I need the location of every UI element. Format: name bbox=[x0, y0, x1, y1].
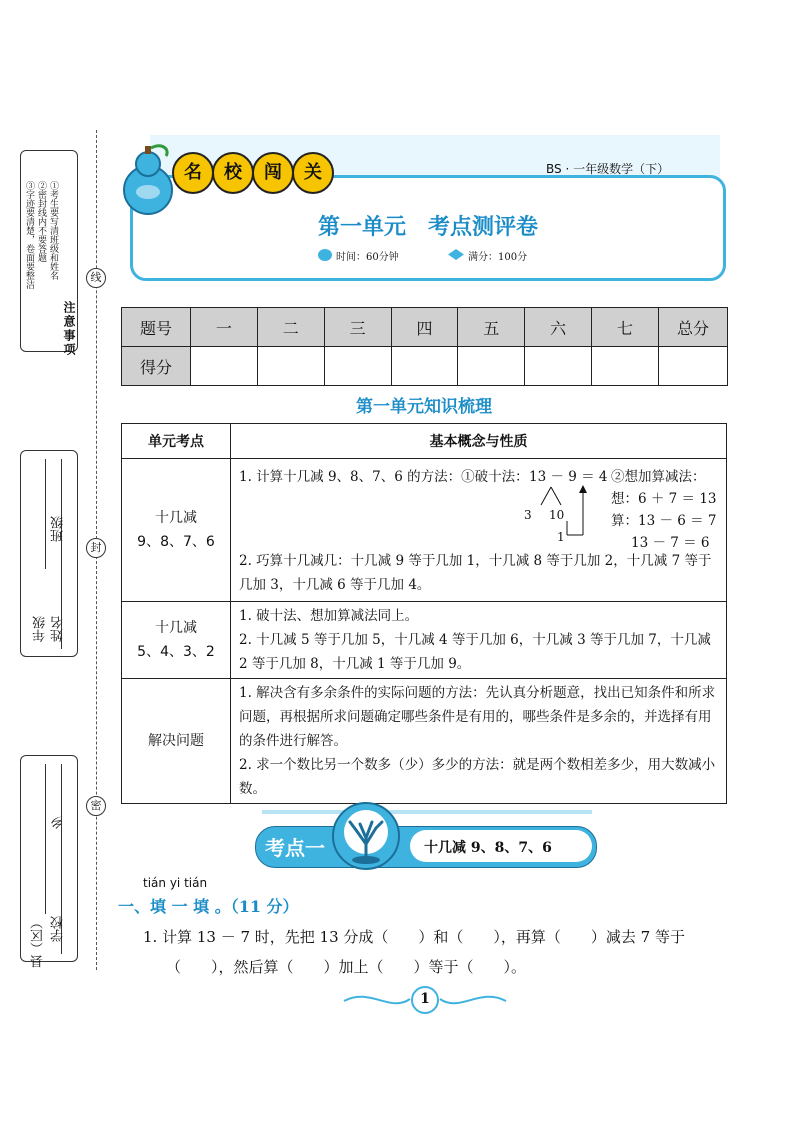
knowledge-col2-header: 基本概念与性质 bbox=[231, 424, 727, 459]
score-cell[interactable] bbox=[458, 347, 525, 386]
row1-calc: 算：13 － 6 ＝ 7 bbox=[611, 513, 717, 529]
score-cell[interactable] bbox=[525, 347, 592, 386]
kaodian-top-stripe bbox=[262, 810, 592, 814]
clock-icon bbox=[318, 249, 332, 261]
score-head-q1: 一 bbox=[191, 308, 258, 347]
note-2: ②密封线内不要答题 bbox=[36, 181, 46, 262]
grade-label: 年级 bbox=[33, 616, 48, 642]
row1-method2: ②想加算减法： bbox=[611, 469, 706, 485]
score-cell[interactable] bbox=[592, 347, 659, 386]
brand-char-3: 闯 bbox=[252, 152, 294, 194]
town-label: 乡 bbox=[51, 816, 66, 829]
kaodian-label: 考点一 bbox=[265, 836, 325, 860]
row3-point1: 1. 解决含有多余条件的实际问题的方法：先认真分析题意，找出已知条件和所求问题，再根据所求问题确定哪些条件是有用的，哪些条件是多余的，并选择有用的条件进行解答。 bbox=[239, 685, 716, 749]
topic-3-line1: 解决问题 bbox=[148, 733, 204, 749]
question1-line2: （ ），然后算（ ）加上（ ）等于（ ）。 bbox=[166, 958, 527, 976]
score-head-q6: 六 bbox=[525, 308, 592, 347]
content-cell-3 bbox=[231, 679, 727, 804]
brand-char-1: 名 bbox=[172, 152, 214, 194]
seal-char-mi: 密 bbox=[86, 796, 106, 816]
time-limit: 时间：60分钟 bbox=[336, 252, 399, 263]
split-value-10: 10 bbox=[549, 508, 565, 522]
score-table bbox=[121, 307, 728, 386]
topic-cell-1 bbox=[122, 459, 231, 602]
score-head-q7: 七 bbox=[592, 308, 659, 347]
knowledge-title: 第一单元知识梳理 bbox=[356, 397, 492, 417]
note-3: ③字迹要清楚，卷面要整洁 bbox=[24, 181, 34, 289]
notes-box bbox=[20, 150, 78, 357]
topic-cell-2 bbox=[122, 602, 231, 679]
row3-point2: 2. 求一个数比另一个数多（少）多少的方法：就是两个数相差多少，用大数减小数。 bbox=[239, 757, 716, 797]
class-info-box bbox=[20, 450, 78, 657]
topic-2-line2: 5、4、3、2 bbox=[137, 644, 215, 660]
row1-tip: 2. 巧算十几减几：十几减 9 等于几加 1，十几减 8 等于几加 2，十几减 7 等于几加 3，十几减 6 等于几加 4。 bbox=[239, 553, 712, 593]
score-cell[interactable] bbox=[391, 347, 458, 386]
content-cell-1 bbox=[231, 459, 727, 602]
score-row-label: 得分 bbox=[122, 347, 191, 386]
seal-char-xian: 线 bbox=[86, 268, 106, 288]
score-cell[interactable] bbox=[324, 347, 391, 386]
brand-char-4: 关 bbox=[292, 152, 334, 194]
score-cell[interactable] bbox=[257, 347, 324, 386]
score-head-q3: 三 bbox=[324, 308, 391, 347]
knowledge-table bbox=[121, 423, 727, 804]
row1-equation: 13 － 9 ＝ 4 bbox=[529, 469, 608, 485]
split-value-3: 3 bbox=[524, 508, 532, 522]
full-score: 满分：100分 bbox=[468, 252, 528, 263]
row2-point2: 2. 十几减 5 等于几加 5，十几减 4 等于几加 6，十几减 3 等于几加 7，十几减 2 等于几加 8，十几减 1 等于几加 9。 bbox=[239, 632, 711, 672]
knowledge-col1-header: 单元考点 bbox=[122, 424, 231, 459]
gourd-logo-icon bbox=[118, 140, 178, 220]
topic-2-line1: 十几减 bbox=[155, 620, 197, 636]
split-value-1: 1 bbox=[557, 530, 565, 544]
page-number: 1 bbox=[420, 991, 430, 1007]
row2-point1: 1. 破十法、想加算减法同上。 bbox=[239, 608, 419, 624]
name-label: 姓名 bbox=[51, 616, 66, 642]
tree-icon bbox=[330, 800, 402, 872]
topic-1-line1: 十几减 bbox=[155, 510, 197, 526]
score-cell[interactable] bbox=[659, 347, 728, 386]
topic-cell-3 bbox=[122, 679, 231, 804]
score-head-q2: 二 bbox=[257, 308, 324, 347]
note-1: ①考生要写清班级和姓名 bbox=[48, 181, 58, 280]
county-label: 县（区） bbox=[31, 916, 46, 968]
section1-heading: 一、填 一 填 。（11 分） bbox=[118, 897, 299, 916]
page-title: 第一单元 考点测评卷 bbox=[317, 214, 538, 240]
school-info-box bbox=[20, 755, 78, 968]
score-head-label: 题号 bbox=[122, 308, 191, 347]
kaodian-topic: 十几减 9、8、7、6 bbox=[424, 840, 552, 856]
score-head-total: 总分 bbox=[659, 308, 728, 347]
topic-1-line2: 9、8、7、6 bbox=[137, 534, 215, 550]
school-label: 学校 bbox=[51, 916, 66, 942]
question1-line1: 1. 计算 13 － 7 时，先把 13 分成（ ）和（ ），再算（ ）减去 7 等于 bbox=[143, 928, 685, 946]
class-label: 班级 bbox=[51, 516, 66, 542]
brand-char-2: 校 bbox=[212, 152, 254, 194]
score-head-q5: 五 bbox=[458, 308, 525, 347]
score-head-q4: 四 bbox=[391, 308, 458, 347]
notes-title: 注意事项 bbox=[62, 301, 76, 357]
subject-label: BS · 一年级数学（下） bbox=[546, 162, 670, 176]
row1-calc2: 13 － 7 ＝ 6 bbox=[631, 535, 710, 551]
seal-char-feng: 封 bbox=[86, 538, 106, 558]
row1-method1: 1. 计算十几减 9、8、7、6 的方法：①破十法： bbox=[239, 469, 529, 485]
section1-pinyin: tián yi tián bbox=[143, 876, 208, 890]
row1-think: 想：6 ＋ 7 ＝ 13 bbox=[611, 491, 717, 507]
score-cell[interactable] bbox=[191, 347, 258, 386]
content-cell-2 bbox=[231, 602, 727, 679]
